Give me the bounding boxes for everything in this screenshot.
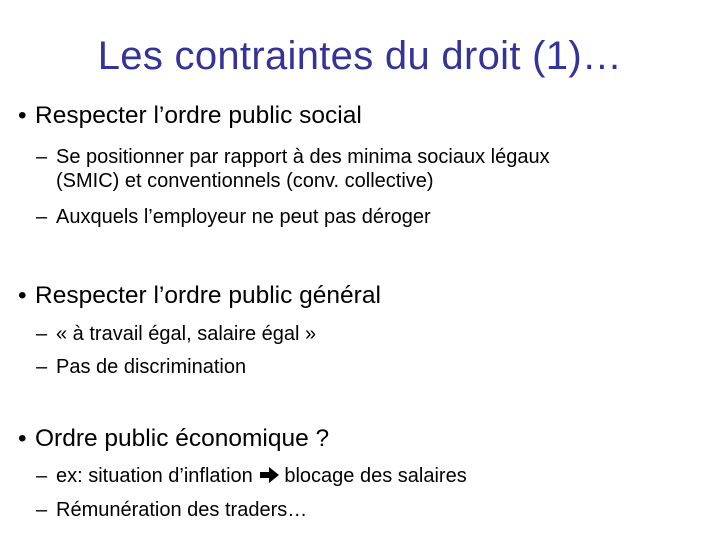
sub-item-text: Pas de discrimination [56,356,247,378]
dash-glyph: – [36,206,48,228]
right-arrow-icon [260,466,280,490]
bullet-item-ordre-public-economique [18,424,329,454]
sub-item-minima [36,145,550,193]
sub-item-traders [36,498,307,522]
dash-glyph: – [36,356,48,378]
sub-item-text: Rémunération des traders… [56,499,308,521]
sub-item-discrimination [36,355,246,379]
sub-item-text: « à travail égal, salaire égal » [56,323,317,345]
bullet-text: Ordre public économique ? [35,425,330,452]
dash-glyph: – [36,146,48,168]
bullet-item-ordre-public-social [18,101,362,131]
dash-glyph: – [36,465,48,487]
slide-title: Les contraintes du droit (1)… [97,34,623,78]
bullet-text: Respecter l’ordre public général [35,282,381,309]
dash-glyph: – [36,323,48,345]
bullet-glyph: • [18,282,27,309]
bullet-glyph: • [18,425,27,452]
bullet-glyph: • [18,102,27,129]
sub-item-text-continued: (SMIC) et conventionnels (conv. collective) [56,170,434,192]
sub-item-deroger [36,205,431,229]
sub-item-text: Se positionner par rapport à des minima sociaux légaux [56,146,550,168]
sub-item-inflation [36,464,467,490]
sub-item-text: ex: situation d’inflation [56,465,253,487]
bullet-text: Respecter l’ordre public social [35,102,362,129]
sub-item-travail-egal [36,322,316,346]
dash-glyph: – [36,499,48,521]
sub-item-text: Auxquels l’employeur ne peut pas déroger [56,206,431,228]
bullet-item-ordre-public-general [18,281,381,311]
sub-item-text-after-arrow: blocage des salaires [284,465,467,487]
